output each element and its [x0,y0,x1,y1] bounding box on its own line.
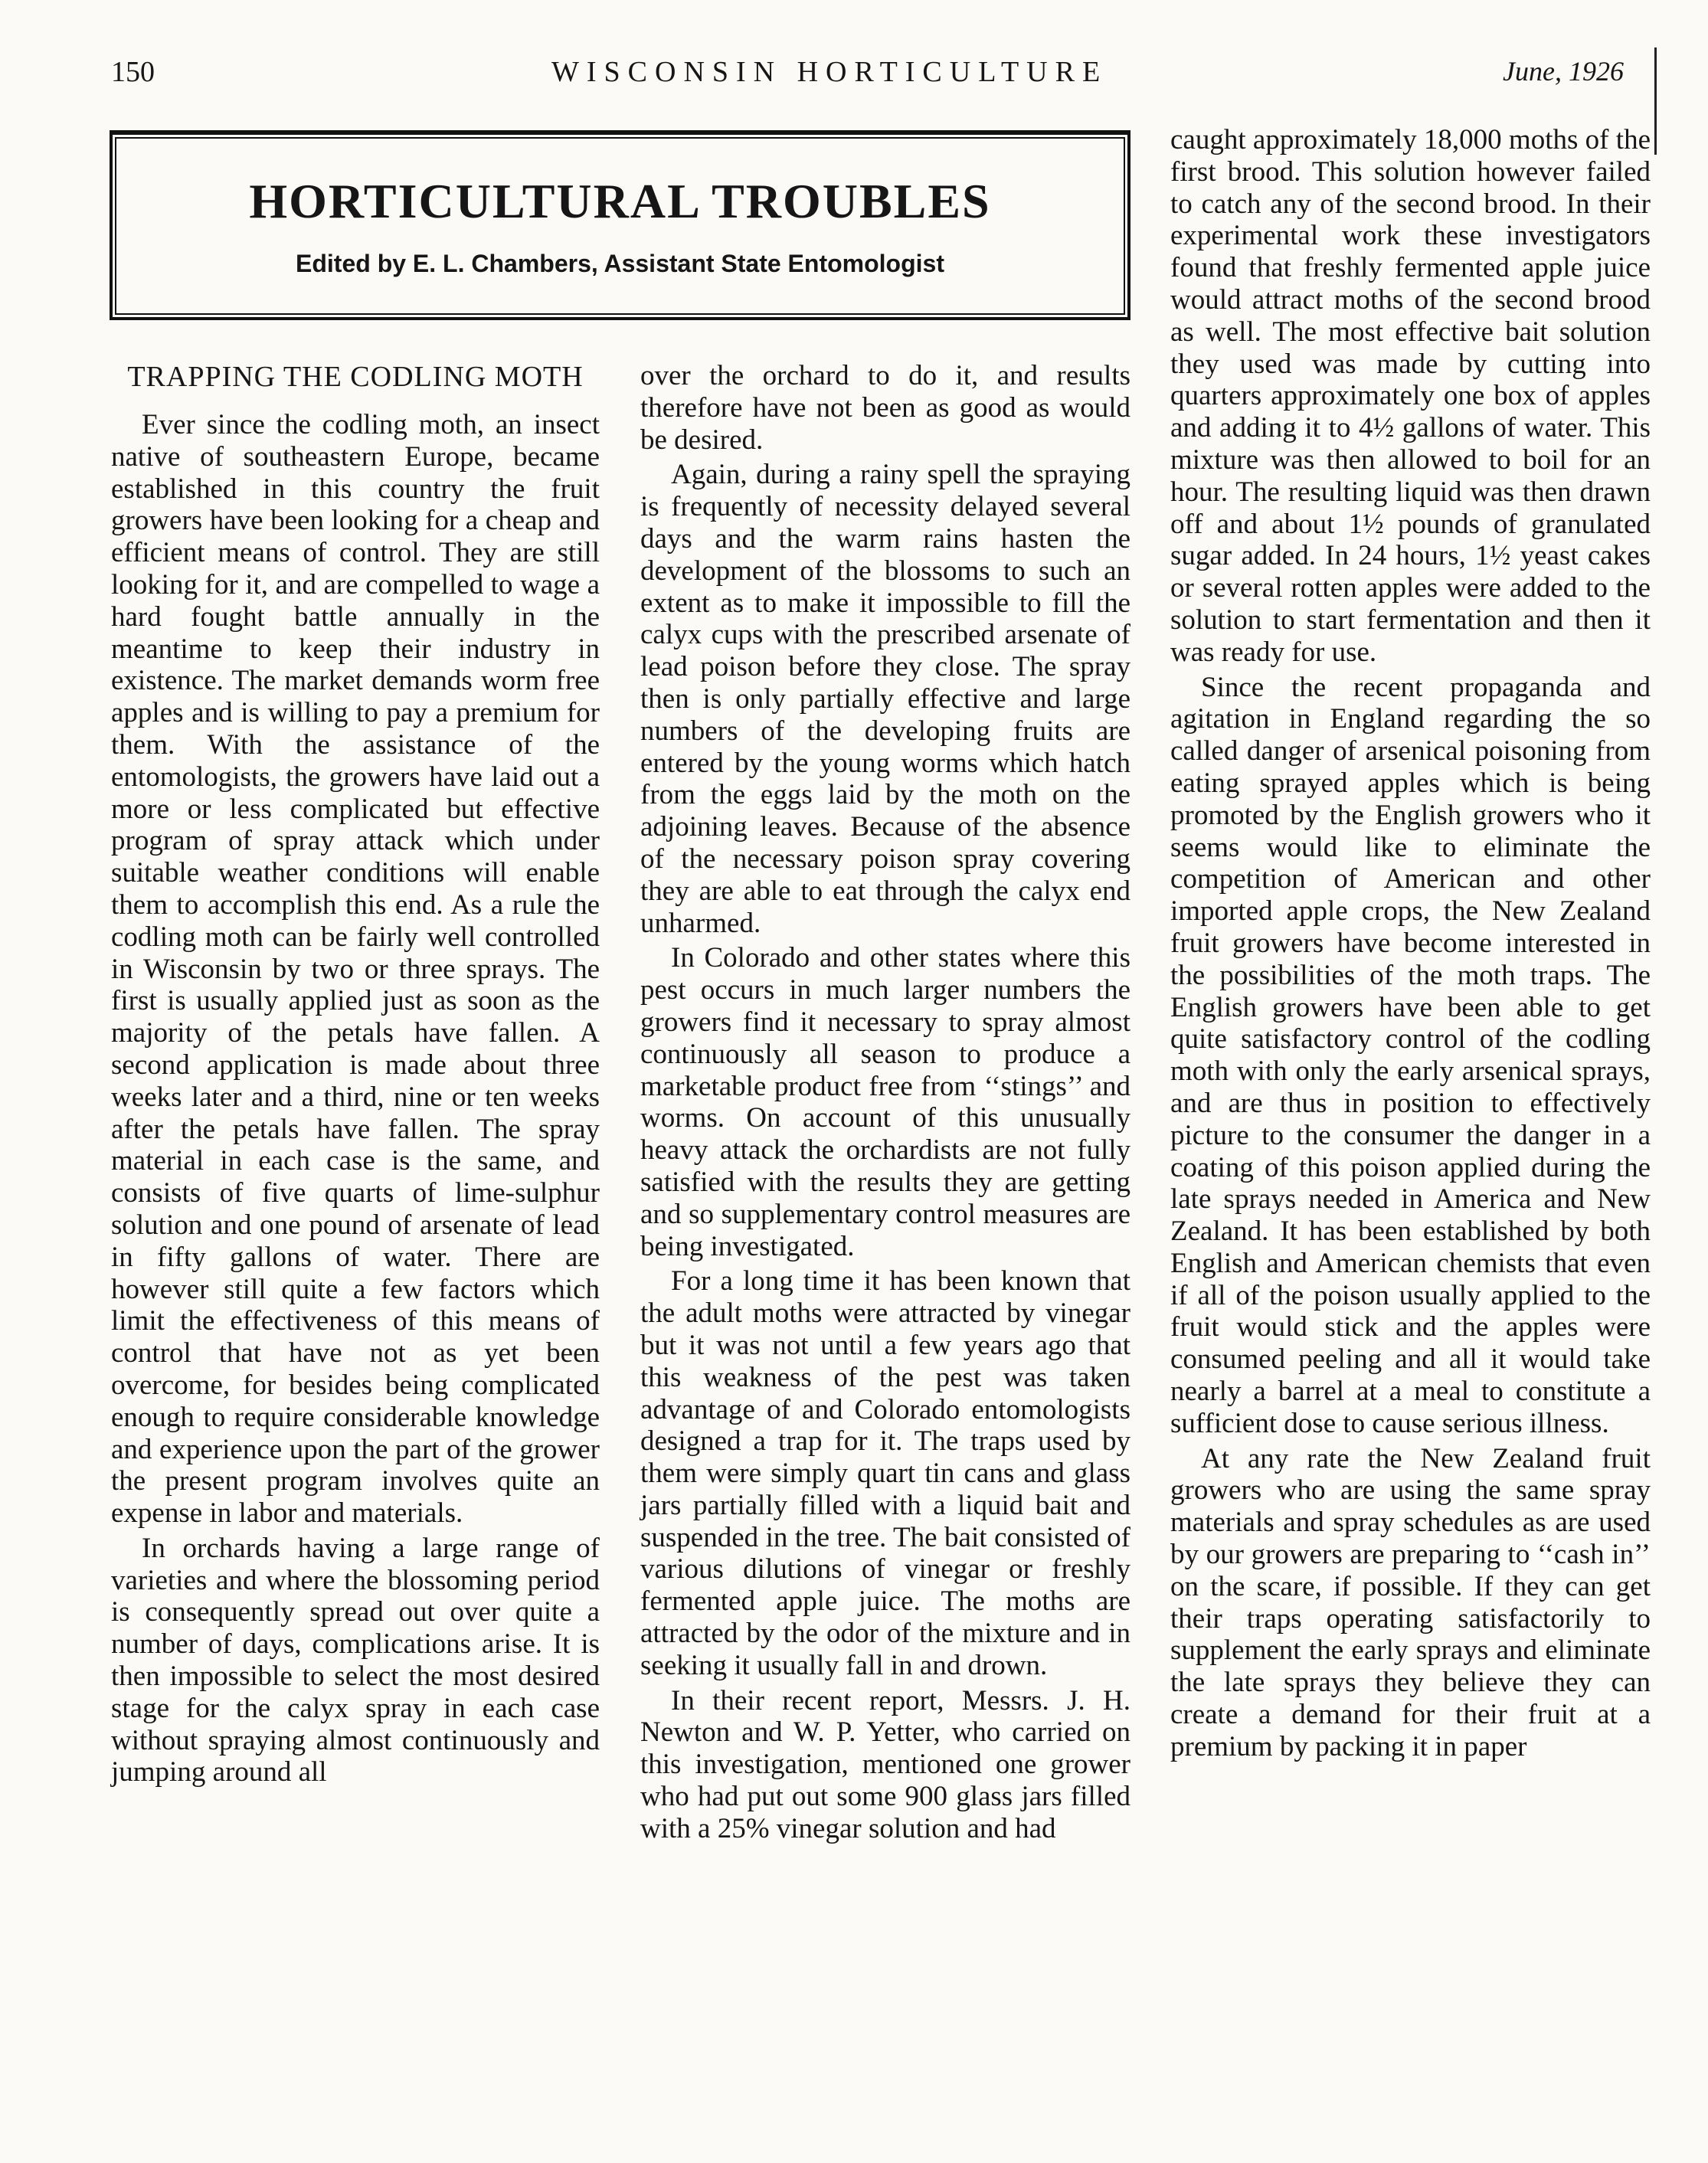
text-column-3 [1170,124,1651,1763]
section-editor-credit: Edited by E. L. Chambers, Assistant State Entomologist [296,250,944,277]
margin-rule [1654,47,1657,155]
text-column-1 [111,360,600,1788]
article-title: TRAPPING THE CODLING MOTH [127,361,584,393]
page-number: 150 [111,56,155,88]
paragraph: Ever since the codling moth, an insect native of southeastern Europe, became established in this country the fruit growers have been looking for a cheap and efficient means of control. They are still looking for it, and are compelled to wage a hard fought battle annually in the meantime to keep their industry in existence. The market demands worm free apples and is willing to pay a premium for them. With the assistance of the entomologists, the growers have laid out a more or less complicated but effective program of spray attack which under suitable weather conditions will enable them to accomplish this end. As a rule the codling moth can be fairly well controlled in Wisconsin by two or three sprays. The first is usually applied just as soon as the majority of the petals have fallen. A second application is made about three weeks later and a third, nine or ten weeks after the petals have fallen. The spray material in each case is the same, and consists of five quarts of lime-sulphur solution and one pound of arsenate of lead in fifty gallons of water. There are however still quite a few factors which limit the effectiveness of this means of control that have not as yet been overcome, for besides being complicated enough to require considerable knowledge and experience upon the part of the grower the present program involves quite an expense in labor and materials. [111,409,600,1530]
section-header-box [110,130,1130,320]
paragraph: For a long time it has been known that the adult moths were attracted by vinegar but it was not until a few years ago that this weakness of the pest was taken advantage of and Colorado entomologists designed a trap for it. The traps used by them were simply quart tin cans and glass jars partially filled with a liquid bait and suspended in the tree. The bait consisted of various dilutions of vinegar or freshly fermented apple juice. The moths are attracted by the odor of the mixture and in seeking it usually fall in and drown. [640,1265,1130,1681]
paragraph: In Colorado and other states where this pest occurs in much larger numbers the growers find it necessary to spray almost continuously all season to produce a marketable product free from ‘‘stings’’ and worms. On account of this unusually heavy attack the orchardists are not fully satisfied with the results they are getting and so supplementary control measures are being investigated. [640,942,1130,1262]
paragraph: At any rate the New Zealand fruit growers who are using the same spray materials and spray schedules as are used by our growers are preparing to ‘‘cash in’’ on the scare, if possible. If they can get their traps operating satisfactorily to supplement the early sprays and eliminate the late sprays they believe they can create a demand for their fruit at a premium by packing it in paper [1170,1442,1651,1762]
paragraph-continuation: over the orchard to do it, and results therefore have not been as good as would be desired. [640,360,1130,456]
journal-title: WISCONSIN HORTICULTURE [551,56,1108,88]
section-title: HORTICULTURAL TROUBLES [249,174,991,228]
paragraph: In their recent report, Messrs. J. H. Newton and W. P. Yetter, who carried on this investigation, mentioned one grower who had put out some 900 glass jars filled with a 25% vinegar solution and had [640,1684,1130,1844]
paragraph: In orchards having a large range of varieties and where the blossoming period is consequently spread out over quite a number of days, complications arise. It is then impossible to select the most desired stage for the calyx spray in each case without spraying almost continuously and jumping around all [111,1532,600,1788]
issue-date: June, 1926 [1503,56,1624,87]
text-column-2 [640,360,1130,1845]
paragraph-continuation: caught approximately 18,000 moths of the first brood. This solution however failed to catch any of the second brood. In their experimental work these investigators found that freshly fermented apple juice would attract moths of the second brood as well. The most effective bait solution they used was made by cutting into quarters approximately one box of apples and adding it to 4½ gallons of water. This mixture was then allowed to boil for an hour. The resulting liquid was then drawn off and about 1½ pounds of granulated sugar added. In 24 hours, 1½ yeast cakes or several rotten apples were added to the solution to start fermentation and then it was ready for use. [1170,124,1651,668]
paragraph: Since the recent propaganda and agitation in England regarding the so called danger of arsenical poisoning from eating sprayed apples which is being promoted by the English growers who it seems would like to eliminate the competition of American and other imported apple crops, the New Zealand fruit growers have become interested in the possibilities of the moth traps. The English growers have been able to get quite satisfactory control of the codling moth with only the early arsenical sprays, and are thus in position to effectively picture to the consumer the danger in a coating of this poison applied during the late sprays needed in America and New Zealand. It has been established by both English and American chemists that even if all of the poison usually applied to the fruit would stick and the apples were consumed peeling and all it would take nearly a barrel at a meal to constitute a sufficient dose to cause serious illness. [1170,671,1651,1439]
running-head [0,55,1708,101]
paragraph: Again, during a rainy spell the spraying is frequently of necessity delayed several days and the warm rains hasten the development of the blossoms to such an extent as to make it impossible to fill the calyx cups with the prescribed arsenate of lead poison before they close. The spray then is only partially effective and large numbers of the developing fruits are entered by the young worms which hatch from the eggs laid by the moth on the adjoining leaves. Because of the absence of the necessary poison spray covering they are able to eat through the calyx end unharmed. [640,459,1130,939]
